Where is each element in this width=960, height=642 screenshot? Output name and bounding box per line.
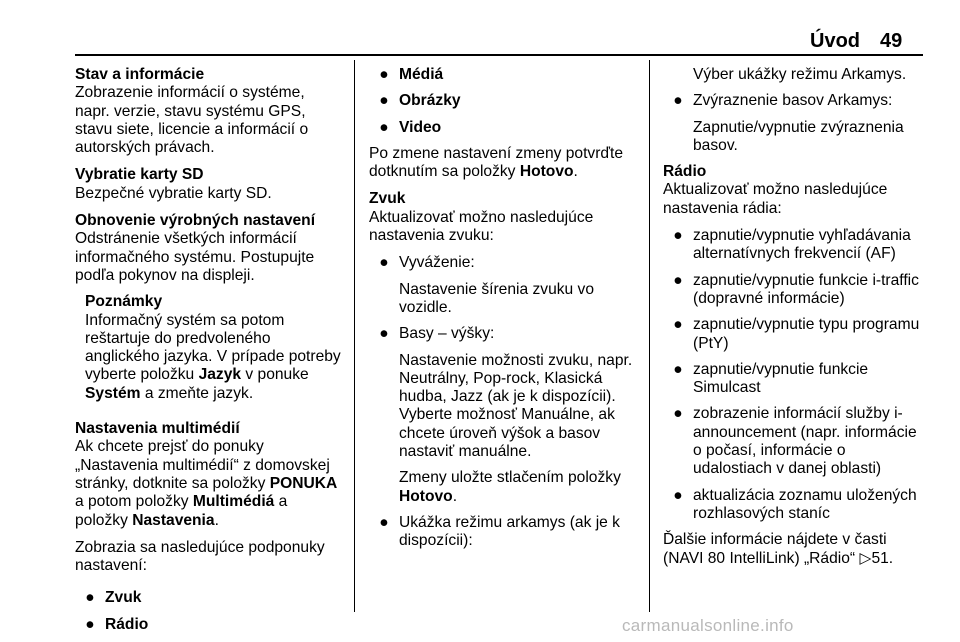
bullet-icon: ● xyxy=(379,118,389,136)
bullet-icon: ● xyxy=(673,316,683,334)
list-item: ● Zvuk xyxy=(75,589,343,607)
list-item: ● zapnutie/vypnutie funkcie i-traffic (dopravné informácie) xyxy=(663,272,927,309)
section-title: Vybratie karty SD xyxy=(75,166,204,184)
list-item: ● Rádio xyxy=(75,616,343,634)
list-item-detail: Nastavenie šírenia zvuku vo vozidle. xyxy=(399,280,595,316)
section-title: Obnovenie výrobných nastavení xyxy=(75,212,316,230)
bullet-icon: ● xyxy=(673,360,683,378)
section-text: Zobrazia sa nasledujúce podponuky nastavení: xyxy=(75,538,325,575)
list-item: ● zobrazenie informácií služby i-announcement (napr. informácie o počasí, informácie o udalostiach v danej oblasti) xyxy=(663,405,927,478)
list-item: ● Video xyxy=(369,119,639,137)
bullet-icon: ● xyxy=(379,66,389,83)
bullet-icon: ● xyxy=(85,589,95,607)
list-item: ● Obrázky xyxy=(369,92,639,110)
cross-reference-text: Ďalšie informácie nájdete v časti (NAVI 80 IntelliLink) „Rádio“ ▷51. xyxy=(663,531,894,567)
bullet-icon: ● xyxy=(673,486,683,504)
note-title: Poznámky xyxy=(85,293,163,311)
list-item: ● Médiá xyxy=(369,66,639,84)
section-text: Aktualizovať možno nasledujúce nastavenia rádia: xyxy=(663,181,888,217)
list-item: ● zapnutie/vypnutie funkcie Simulcast xyxy=(663,361,927,398)
list-item: ● zapnutie/vypnutie typu programu (PtY) xyxy=(663,316,927,353)
page-number: 49 xyxy=(880,30,903,52)
note-text: Informačný systém sa potom reštartuje do predvoleného anglického jazyka. V prípade potreby vyberte položku Jazyk v ponuke Systém a zmeňte jazyk. xyxy=(85,311,341,402)
list-item: ● aktualizácia zoznamu uložených rozhlasových staníc xyxy=(663,487,927,524)
section-text: Odstránenie všetkých informácií informačného systému. Postupujte podľa pokynov na displeji. xyxy=(75,230,315,284)
section-title: Rádio xyxy=(663,163,707,181)
bullet-icon: ● xyxy=(379,325,389,343)
bullet-icon: ● xyxy=(673,92,683,110)
column-divider-left xyxy=(354,60,355,612)
section-sd-card xyxy=(75,166,343,203)
list-item-detail: Nastavenie možnosti zvuku, napr. Neutrálny, Pop-rock, Klasická hudba, Jazz (ak je k dispozícii). Vyberte možnosť Manuálne, ak chcete úroveň výšok a basov nastaviť manuálne. xyxy=(399,351,633,461)
section-title: Zvuk xyxy=(369,190,406,208)
column-divider-right xyxy=(649,60,650,612)
bullet-icon: ● xyxy=(673,271,683,289)
list-item: ● zapnutie/vypnutie vyhľadávania alternatívnych frekvencií (AF) xyxy=(663,227,927,264)
bullet-icon: ● xyxy=(379,513,389,531)
list-item: ● Zvýraznenie basov Arkamys: xyxy=(663,92,927,110)
bullet-icon: ● xyxy=(379,92,389,110)
section-text: Aktualizovať možno nasledujúce nastavenia zvuku: xyxy=(369,208,594,245)
section-factory-reset xyxy=(75,212,343,285)
bullet-icon: ● xyxy=(673,227,683,245)
page-reference-icon: ▷ xyxy=(859,549,872,567)
list-item-detail: Zapnutie/vypnutie zvýraznenia basov. xyxy=(693,118,904,154)
section-text: Bezpečné vybratie karty SD. xyxy=(75,184,272,202)
note-box xyxy=(75,293,343,403)
section-title: Nastavenia multimédií xyxy=(75,420,240,438)
column-left xyxy=(75,66,343,642)
section-title: Stav a informácie xyxy=(75,66,205,83)
bullet-icon: ● xyxy=(673,405,683,423)
list-item: ● Basy – výšky: xyxy=(369,325,639,343)
bullet-icon: ● xyxy=(85,615,95,633)
confirm-text: Po zmene nastavení zmeny potvrďte dotknutím sa položky Hotovo. xyxy=(369,144,624,181)
list-item-detail: Zmeny uložte stlačením položky Hotovo. xyxy=(399,469,621,505)
section-text: Zobrazenie informácií o systéme, napr. verzie, stavu systému GPS, stavu siete, licencie a informácií o autorských právach. xyxy=(75,84,309,157)
column-right xyxy=(663,66,927,577)
bullet-icon: ● xyxy=(379,254,389,272)
section-status xyxy=(75,66,343,157)
header-rule xyxy=(75,54,923,56)
section-multimedia xyxy=(75,420,343,575)
list-item-detail: Výber ukážky režimu Arkamys. xyxy=(693,66,907,83)
list-item: ● Ukážka režimu arkamys (ak je k dispozícii): xyxy=(369,514,639,551)
column-middle xyxy=(369,66,639,559)
watermark: carmanualsonline.info xyxy=(622,616,794,635)
section-text: Ak chcete prejsť do ponuky „Nastavenia multimédií“ z domovskej stránky, dotknite sa položky PONUKA a potom položky Multimédiá a položky Nastavenia. xyxy=(75,438,338,529)
list-item: ● Vyváženie: xyxy=(369,254,639,272)
page-header-title: Úvod xyxy=(810,30,860,52)
